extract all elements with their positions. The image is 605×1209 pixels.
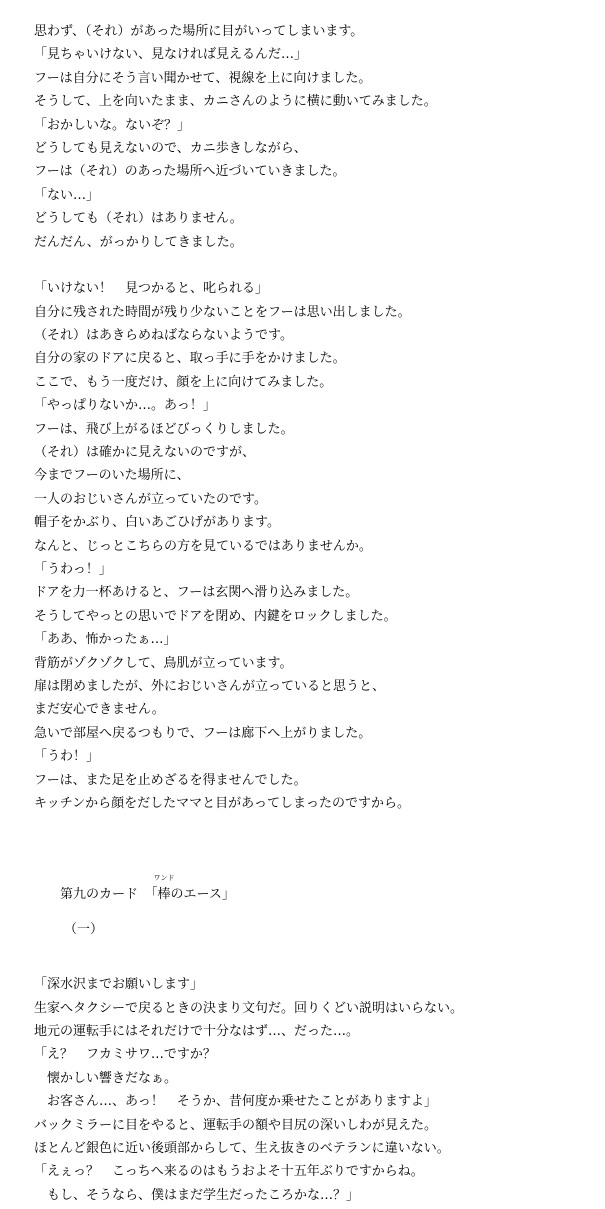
text-line: 「おかしいな。ないぞ？」 — [34, 117, 191, 133]
text-line: 思わず、（それ）があった場所に目がいってしまいます。 — [34, 24, 364, 39]
section-number: （一） — [64, 922, 104, 938]
chapter-title-suffix: のエース」 — [170, 887, 235, 903]
text-line: なんと、じっとこちらの方を見ているではありませんか。 — [34, 538, 372, 554]
text-line: どうしても（それ）はありません。 — [34, 211, 243, 227]
section-part1 — [34, 20, 594, 254]
chapter-title-ruby — [153, 874, 175, 903]
blank-line — [34, 945, 594, 973]
text-line: 今までフーのいた場所に、 — [34, 468, 190, 484]
text-line: 地元の運転手にはそれだけで十分なはず…、だった…。 — [34, 1024, 360, 1040]
text-line: （それ）はあきらめねばならないようです。 — [34, 328, 293, 344]
text-line: 「見ちゃいけない、見なければ見えるんだ…」 — [34, 47, 308, 63]
text-line: フーは、飛び上がるほどびっくりしました。 — [34, 421, 294, 437]
text-line: バックミラーに目をやると、運転手の額や目尻の深いしわが見えた。 — [34, 1117, 438, 1133]
ruby-reading: ワンド — [153, 874, 175, 883]
text-line: 自分に残された時間が残り少ないことをフーは思い出しました。 — [34, 304, 411, 320]
text-line: 「え？ フカミサワ…ですか？ — [34, 1047, 216, 1063]
chapter-title — [60, 874, 235, 903]
blank-line — [34, 254, 594, 277]
text-line: 「深水沢までお願いします」 — [34, 977, 204, 993]
text-line: 一人のおじいさんが立っていたのです。 — [34, 491, 267, 507]
text-line: 急いで部屋へ戻るつもりで、フーは廊下へ上がりました。 — [34, 725, 372, 741]
text-line: 「いけない！ 見つかると、叱られる」 — [34, 281, 269, 297]
text-line: 「ない…」 — [34, 187, 100, 203]
chapter-title-prefix: 第九のカード 「 — [60, 887, 158, 903]
text-line: 帽子をかぶり、白いあごひげがあります。 — [34, 515, 280, 531]
text-line: だんだん、がっかりしてきました。 — [34, 234, 243, 250]
text-line: 背筋がゾクゾクして、鳥肌が立っています。 — [34, 655, 293, 671]
text-line: まだ安心できません。 — [34, 702, 165, 718]
text-line: 「やっぱりないか…。あっ！」 — [34, 398, 216, 414]
text-line: ここで、もう一度だけ、顔を上に向けてみました。 — [34, 374, 333, 390]
text-line: 自分の家のドアに戻ると、取っ手に手をかけました。 — [34, 351, 346, 367]
text-line: 「うわ！」 — [34, 749, 100, 765]
text-line: そうしてやっとの思いでドアを閉め、内鍵をロックしました。 — [34, 608, 397, 624]
text-line: 懐かしい響きだなぁ。 — [34, 1070, 178, 1086]
text-line: 生家へタクシーで戻るときの決まり文句だ。回りくどい説明はいらない。 — [34, 1000, 464, 1016]
text-line: お客さん…、あっ！ そうか、昔何度か乗せたことがありますよ」 — [34, 1094, 437, 1110]
text-line: 「えぇっ？ こっちへ来るのはもうおよそ十五年ぶりですからね。 — [34, 1164, 424, 1180]
chapter-heading — [34, 873, 594, 903]
text-line: もし、そうなら、僕はまだ学生だったころかな…？」 — [34, 1187, 360, 1203]
text-line: ほとんど銀色に近い後頭部からして、生え抜きのベテランに違いない。 — [34, 1141, 450, 1157]
text-line: 「うわっ！」 — [34, 561, 112, 577]
text-line: 扉は閉めましたが、外におじいさんが立っていると思うと、 — [34, 678, 386, 694]
ruby-base: 棒 — [157, 887, 171, 903]
text-line: そうして、上を向いたまま、カニさんのように横に動いてみました。 — [34, 94, 437, 110]
text-line: ドアを力一杯あけると、フーは玄関へ滑り込みました。 — [34, 585, 359, 601]
text-line: フーは、また足を止めざるを得ませんでした。 — [34, 772, 307, 788]
document-body — [34, 20, 594, 1207]
section-part2 — [34, 277, 594, 815]
section-part3 — [34, 973, 594, 1207]
text-line: どうしても見えないので、カニ歩きしながら、 — [34, 140, 307, 156]
text-line: フーは（それ）のあった場所へ近づいていきました。 — [34, 164, 346, 180]
text-line: 「ああ、怖かったぁ…」 — [34, 632, 177, 648]
text-line: フーは自分にそう言い聞かせて、視線を上に向けました。 — [34, 70, 372, 86]
text-line: （それ）は確かに見えないのですが、 — [34, 445, 256, 461]
text-line: キッチンから顔をだしたママと目があってしまったのですから。 — [34, 795, 410, 811]
